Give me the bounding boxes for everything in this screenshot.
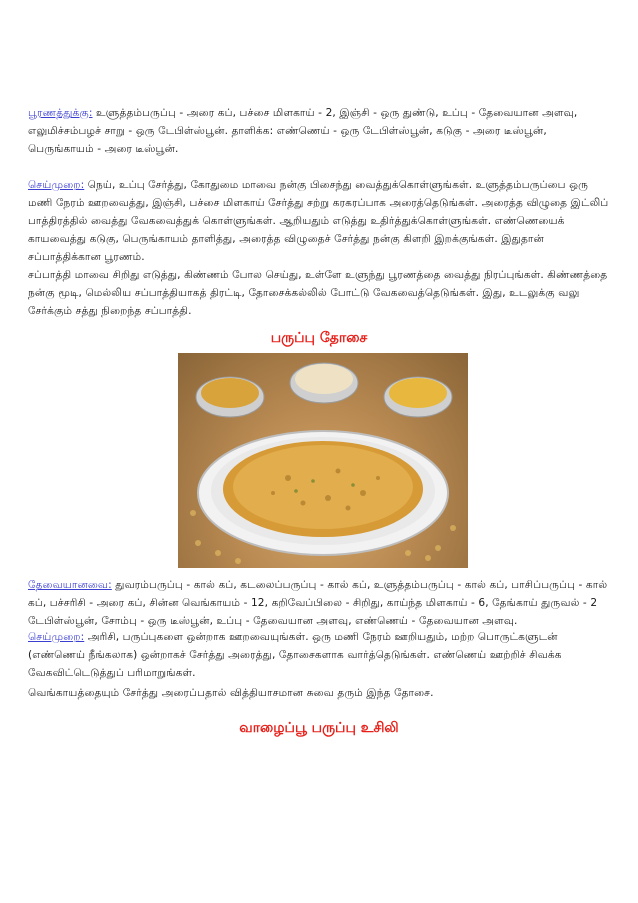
paruppu-dosai-ingredients-text: துவரம்பருப்பு - கால் கப், கடலைப்பருப்பு - கால் கப், உளுத்தம்பருப்பு - கால் கப், பாசிப்பருப்பு - கால் கப், பச்சரிசி - அரை கப், சின்ன வெங்காயம் - 12, கறிவேப்பிலை - சிறிது, காய்ந்த மிளகாய் - 6, தேங்காய் துருவல் - 2 டேபிள்ஸ்பூன், சோம்பு - ஒரு டீஸ்பூன், உப்பு - தேவையான அளவு, எண்ணெய் - தேவையான அளவு.	[28, 579, 608, 627]
paruppu-dosai-photo	[178, 353, 468, 568]
puranam-ingredients-label: பூரணத்துக்கு:	[28, 107, 93, 119]
puranam-method	[28, 176, 614, 266]
puranam-method-text: நெய், உப்பு சேர்த்து, கோதுமை மாவை நன்கு பிசைந்து வைத்துக்கொள்ளுங்கள். உளுத்தம்பருப்பை ஒரு மணி நேரம் ஊறவைத்து, இஞ்சி, பச்சை மிளகாய் சேர்த்து சற்று கரகரப்பாக அரைத்தெடுங்கள். அரைத்த விழுதை இட்லிப் பாத்திரத்தில் வைத்து வேகவைத்துக் கொள்ளுங்கள். ஆறியதும் எடுத்து உதிர்த்துக்கொள்ளுங்கள். எண்ணெயைக் காயவைத்து கடுகு, பெருங்காயம் தாளித்து, அரைத்த விழுதைச் சேர்த்து நன்கு கிளறி இறக்குங்கள். இதுதான் சப்பாத்திக்கான பூரணம்.	[28, 179, 609, 263]
puranam-ingredients-text: உளுத்தம்பருப்பு - அரை கப், பச்சை மிளகாய் - 2, இஞ்சி - ஒரு துண்டு, உப்பு - தேவையான அளவு, எலுமிச்சம்பழச் சாறு - ஒரு டேபிள்ஸ்பூன். தாளிக்க: எண்ணெய் - ஒரு டேபிள்ஸ்பூன், கடுகு - அரை டீஸ்பூன், பெருங்காயம் - அரை டீஸ்பூன்.	[28, 107, 578, 155]
chapati-final-paragraph: சப்பாத்தி மாவை சிறிது எடுத்து, கிண்ணம் போல செய்து, உள்ளே உளுந்து பூரணத்தை வைத்து நிரப்புங்கள். கிண்ணத்தை நன்கு மூடி, மெல்லிய சப்பாத்தியாகத் திரட்டி, தோசைக்கல்லில் போட்டு வேகவைத்தெடுங்கள். இது, உடலுக்கு வலு சேர்க்கும் சத்து நிறைந்த சப்பாத்தி.	[28, 269, 608, 317]
paruppu-dosai-ingredients-label: தேவையானவை:	[28, 579, 112, 591]
paruppu-dosai-title: பருப்பு தோசை	[270, 330, 368, 346]
dosai-illustration	[178, 353, 468, 568]
paruppu-dosai-method	[28, 628, 614, 682]
paruppu-dosai-ingredients	[28, 576, 614, 630]
vazhaipoo-usili-title: வாழைப்பூ பருப்பு உசிலி	[239, 720, 399, 736]
paruppu-dosai-method-text: அரிசி, பருப்புகளை ஒன்றாக ஊறவையுங்கள். ஒரு மணி நேரம் ஊறியதும், மற்ற பொருட்களுடன் (எண்ணெய் நீங்கலாக) ஒன்றாகச் சேர்த்து அரைத்து, தோசைகளாக வார்த்தெடுங்கள். எண்ணெய் ஊற்றிச் சிவக்க வேகவிட்டெடுத்துப் பரிமாறுங்கள்.	[28, 631, 562, 679]
puranam-method-label: செய்முறை:	[28, 179, 85, 191]
paruppu-dosai-method-label: செய்முறை:	[28, 631, 85, 643]
paruppu-dosai-closing: வெங்காயத்தையும் சேர்த்து அரைப்பதால் வித்தியாசமான சுவை தரும் இந்த தோசை.	[28, 687, 434, 699]
puranam-ingredients	[28, 104, 614, 158]
